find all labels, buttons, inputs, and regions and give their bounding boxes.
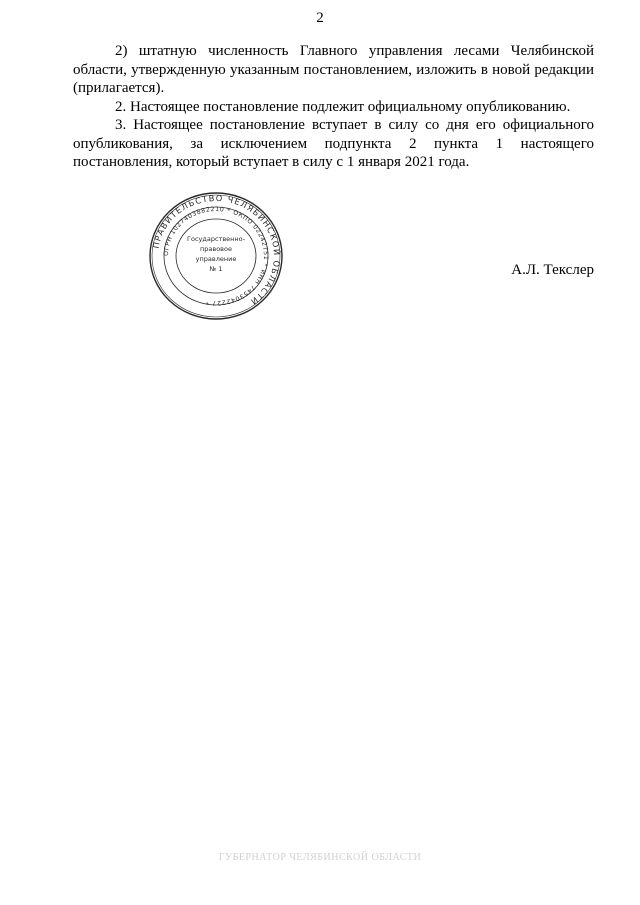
- seal-center-line-2: правовое: [200, 245, 232, 253]
- official-seal-stamp: [148, 191, 284, 321]
- seal-center-line-3: управление: [195, 255, 237, 263]
- paragraph-point-2: 2. Настоящее постановление подлежит официальному опубликованию.: [115, 98, 571, 115]
- seal-inner-ring-text: ОГРН 1027403882210 * ОКПО 02242751 * ИНН 7453042227 *: [162, 205, 270, 307]
- page-number: 2: [316, 10, 324, 26]
- document-body: [73, 42, 594, 172]
- paragraph-subpoint-2: 2) штатную численность Главного управления лесами Челябинской области, утвержденную указанным постановлением, изложить в новой редакции (прилагается).: [73, 43, 594, 96]
- paragraph-point-3: 3. Настоящее постановление вступает в силу со дня его официального опубликования, за исключением подпункта 2 пункта 1 настоящего постановления, который вступает в силу с 1 января 2021 года.: [73, 117, 594, 170]
- seal-center-line-4: № 1: [209, 265, 223, 273]
- footer-watermark: ГУБЕРНАТОР ЧЕЛЯБИНСКОЙ ОБЛАСТИ: [218, 852, 422, 863]
- signer-name: А.Л. Текслер: [511, 262, 594, 278]
- seal-center-line-1: Государственно-: [187, 235, 245, 243]
- seal-outer-ring-text: ПРАВИТЕЛЬСТВО ЧЕЛЯБИНСКОЙ ОБЛАСТИ: [150, 192, 283, 308]
